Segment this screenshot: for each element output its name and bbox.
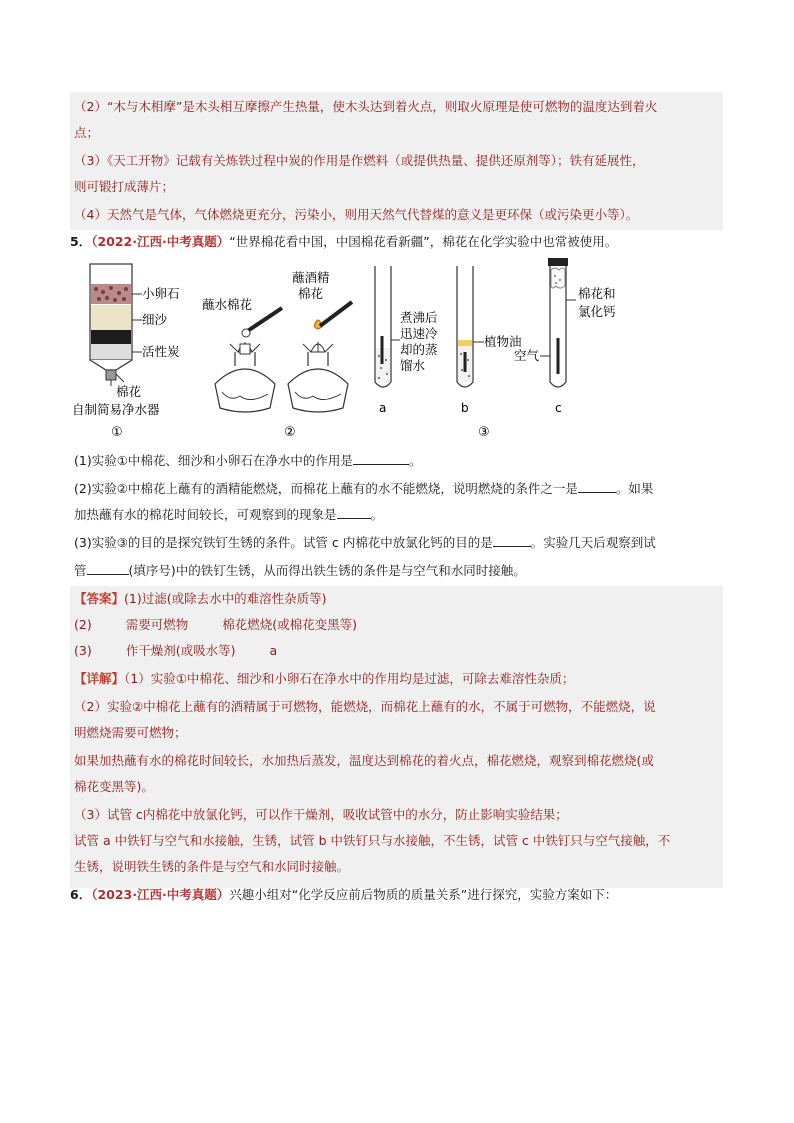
test-tube-c — [514, 258, 616, 415]
answer-blank — [337, 506, 371, 519]
figure-3-number: ③ — [478, 425, 490, 440]
detail-line-3: 明燃烧需要可燃物； — [74, 725, 187, 740]
boiled-water-label-2: 迅速冷 — [400, 326, 438, 341]
answer-2-number: (2) — [74, 617, 92, 632]
answer-1: (1)过滤(或除去水中的难溶性杂质等) — [124, 591, 327, 606]
sub-question-1 — [74, 452, 421, 470]
alcohol-lamp-right — [284, 270, 352, 440]
experiment-figure — [70, 256, 630, 442]
tube-b-label: b — [461, 401, 469, 415]
detail-line-4: 如果加热蘸有水的棉花时间较长，水加热后蒸发，温度达到棉花的着火点，棉花燃烧，观察到棉花燃烧(或 — [74, 753, 654, 768]
answer-2-second: 棉花燃烧(或棉花变黑等) — [222, 617, 357, 632]
answer-line-3 — [74, 642, 277, 660]
sub-question-2-text: (2)实验②中棉花上蘸有的酒精能燃烧，而棉花上蘸有的水不能燃烧，说明燃烧的条件之一是 — [74, 481, 578, 496]
sub-question-3-continued — [74, 562, 526, 580]
alcohol-cotton-label-2: 棉花 — [298, 286, 324, 301]
sub-question-2-end: 。 — [370, 507, 384, 522]
prev-answer-line-3: （3）《天工开物》记载有关炼铁过程中炭的作用是作燃料（或提供热量、提供还原剂等）；铁有延展性， — [74, 153, 645, 168]
answer-blank — [353, 452, 409, 465]
test-tube-b — [457, 266, 522, 440]
cotton-cacl2-label-2: 氯化钙 — [578, 304, 616, 319]
detail-line-7: 试管 a 中铁钉与空气和水接触，生锈，试管 b 中铁钉只与水接触，不生锈，试管 c 中铁钉只与空气接触，不 — [74, 833, 671, 848]
answer-blank — [578, 480, 616, 493]
cotton-cacl2-label-1: 棉花和 — [578, 286, 616, 301]
sub-question-3-text: (3)实验③的目的是探究铁钉生锈的条件。试管 c 内棉花中放氯化钙的目的是 — [74, 535, 493, 550]
boiled-water-label-3: 却的蒸 — [400, 342, 438, 357]
tube-a-label: a — [379, 401, 387, 415]
test-tube-a — [375, 266, 438, 415]
sub-question-3-text-2: 管 — [74, 563, 87, 578]
boiled-water-label-4: 馏水 — [400, 358, 426, 373]
cotton-label: 棉花 — [116, 384, 142, 399]
sub-question-2-continued — [74, 506, 383, 524]
sub-question-3-tail: 。实验几天后观察到试 — [530, 535, 656, 550]
water-purifier-diagram — [72, 264, 180, 440]
figure-1-number: ① — [111, 425, 123, 440]
pebble-label: 小卵石 — [142, 286, 180, 301]
answer-blank — [87, 562, 129, 575]
answer-line-1 — [74, 590, 326, 608]
answer-3-number: (3) — [74, 643, 92, 658]
figure-2-number: ② — [284, 425, 296, 440]
boiled-water-label-1: 煮沸后 — [400, 310, 438, 325]
detail-line-2: （2）实验②中棉花上蘸有的酒精属于可燃物，能燃烧，而棉花上蘸有的水，不属于可燃物，不能燃烧，说 — [74, 699, 656, 714]
prev-answer-line-5: （4）天然气是气体，气体燃烧更充分，污染小，则用天然气代替煤的意义是更环保（或污染更小等）。 — [74, 207, 639, 222]
sub-question-3 — [74, 534, 656, 552]
sub-question-1-end: 。 — [408, 453, 422, 468]
question-5-stem — [70, 233, 617, 251]
sub-question-1-text: (1)实验①中棉花、细沙和小卵石在净水中的作用是 — [74, 453, 353, 468]
detail-line-1 — [74, 670, 574, 688]
prev-answer-line-4: 则可锻打成薄片； — [74, 179, 175, 194]
prev-answer-line-2: 点； — [74, 125, 100, 140]
sub-question-2 — [74, 480, 653, 498]
question-text: 兴趣小组对“化学反应前后物质的质量关系”进行探究，实验方案如下： — [229, 887, 618, 902]
vegetable-oil-label: 植物油 — [484, 334, 522, 349]
prev-answer-line-1: （2）“木与木相摩”是木头相互摩擦产生热量，使木头达到着火点，则取火原理是使可燃物的温度达到着火 — [74, 99, 658, 114]
sub-question-3-end: (填序号)中的铁钉生锈，从而得出铁生锈的条件是与空气和水同时接触。 — [128, 563, 526, 578]
sub-question-2-tail: 。如果 — [615, 481, 654, 496]
detail-line-5: 棉花变黑等)。 — [74, 779, 154, 794]
answer-3-first: 作干燥剂(或吸水等) — [125, 643, 236, 658]
answer-tag: 【答案】 — [74, 591, 125, 606]
question-6-stem — [70, 886, 617, 904]
sub-question-2-text-2: 加热蘸有水的棉花时间较长，可观察到的现象是 — [74, 507, 337, 522]
answer-3-second: a — [269, 643, 278, 658]
question-text: “世界棉花看中国，中国棉花看新疆”，棉花在化学实验中也常被使用。 — [229, 234, 618, 249]
alcohol-lamp-left — [202, 297, 282, 412]
detail-line-6: （3）试管 c内棉花中放氯化钙，可以作干燥剂，吸收试管中的水分，防止影响实验结果； — [74, 807, 568, 822]
tube-c-label: c — [555, 401, 562, 415]
charcoal-label: 活性炭 — [142, 344, 180, 359]
detail-tag: 【详解】 — [74, 671, 125, 686]
detail-1: （1）实验①中棉花、细沙和小卵石在净水中的作用均是过滤，可除去难溶性杂质； — [124, 671, 575, 686]
alcohol-cotton-label-1: 蘸酒精 — [292, 270, 330, 285]
sand-label: 细沙 — [142, 312, 168, 327]
water-cotton-label: 蘸水棉花 — [202, 297, 253, 312]
purifier-caption: 自制简易净水器 — [72, 402, 160, 417]
question-number: 6． — [70, 887, 92, 902]
detail-line-8: 生锈，说明铁生锈的条件是与空气和水同时接触。 — [74, 859, 350, 874]
question-source: （2022·江西·中考真题） — [91, 234, 230, 249]
question-source: （2023·江西·中考真题） — [91, 887, 230, 902]
answer-line-2 — [74, 616, 357, 634]
air-label: 空气 — [514, 348, 540, 363]
answer-blank — [493, 534, 531, 547]
question-number: 5． — [70, 234, 92, 249]
answer-2-first: 需要可燃物 — [125, 617, 189, 632]
